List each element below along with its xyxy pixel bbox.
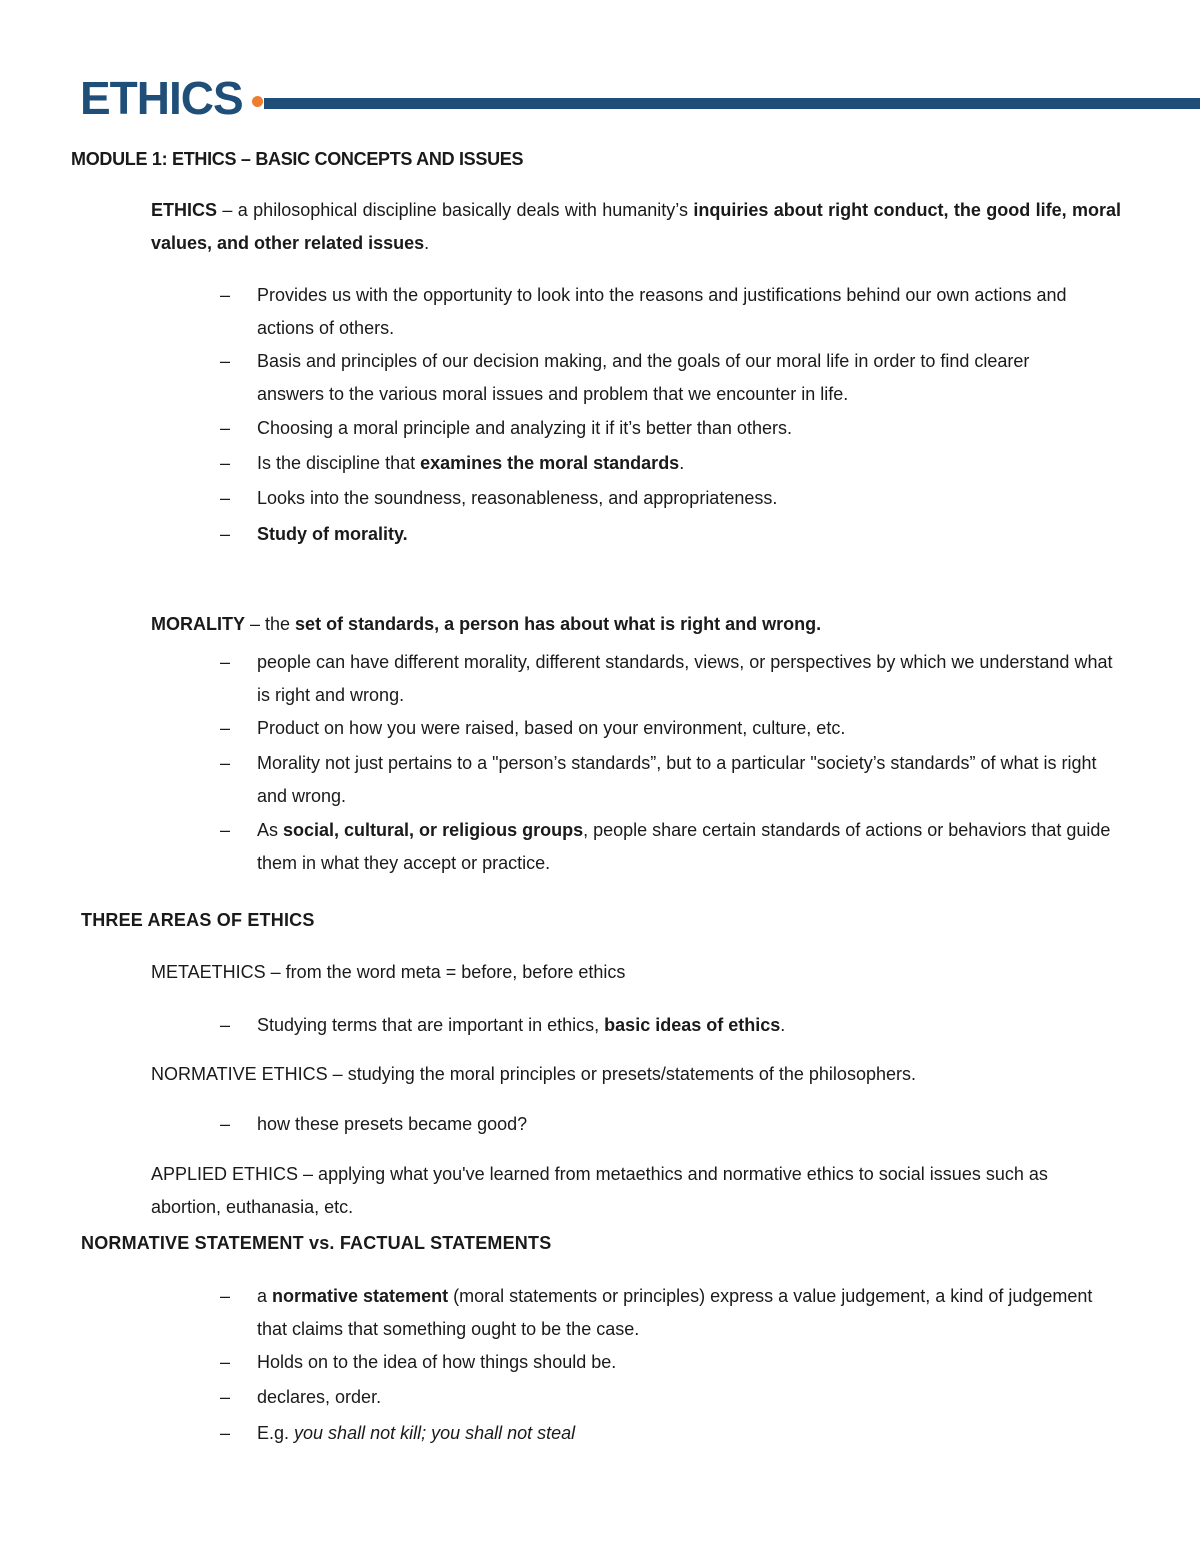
list-item: – people can have different morality, different standards, views, or perspectives by which we understand what is right and wrong. xyxy=(220,652,1113,705)
ethics-def-text: – a philosophical discipline basically deals with humanity’s xyxy=(217,200,694,220)
three-areas-heading: THREE AREAS OF ETHICS xyxy=(81,910,315,930)
metaethics-definition: METAETHICS – from the word meta = before, before ethics xyxy=(151,962,626,982)
list-item: – Is the discipline that examines the moral standards. xyxy=(220,453,685,473)
list-item: – Looks into the soundness, reasonableness, and appropriateness. xyxy=(220,488,778,508)
ethics-term: ETHICS xyxy=(151,200,218,220)
list-item: – As social, cultural, or religious groups, people share certain standards of actions or behaviors that guide them in what they accept or practice. xyxy=(220,820,1111,873)
module-title: MODULE 1: ETHICS – BASIC CONCEPTS AND ISSUES xyxy=(71,149,524,169)
list-item: – E.g. you shall not kill; you shall not steal xyxy=(220,1423,576,1443)
list-item: – Morality not just pertains to a "person’s standards”, but to a particular "society’s standards” of what is right and wrong. xyxy=(220,753,1097,806)
list-item-continuation: answers to the various moral issues and problem that we encounter in life. xyxy=(257,384,849,404)
list-item: – Basis and principles of our decision making, and the goals of our moral life in order to find clearer xyxy=(220,351,1030,371)
ethics-logo: ETHICS xyxy=(80,72,243,124)
logo-accent-dot xyxy=(252,96,263,107)
list-item: – declares, order. xyxy=(220,1387,382,1407)
document-header xyxy=(80,72,1200,122)
header-rule xyxy=(264,98,1200,109)
ethics-definition xyxy=(151,194,1121,260)
normative-vs-factual-heading: NORMATIVE STATEMENT vs. FACTUAL STATEMENTS xyxy=(81,1233,552,1253)
list-item: – Product on how you were raised, based on your environment, culture, etc. xyxy=(220,718,846,738)
list-item: – a normative statement (moral statements or principles) express a value judgement, a kind of judgement that claims that something ought to be the case. xyxy=(220,1286,1093,1339)
applied-ethics-definition: APPLIED ETHICS – applying what you've learned from metaethics and normative ethics to social issues such as abortion, euthanasia, etc. xyxy=(151,1164,1048,1217)
ethics-def-bold: inquiries about right conduct, the good life, moral values, and other related issues xyxy=(151,200,1121,253)
morality-definition: MORALITY – the set of standards, a person has about what is right and wrong. xyxy=(151,614,822,634)
list-item: – how these presets became good? xyxy=(220,1114,528,1134)
list-item: – Choosing a moral principle and analyzing it if it’s better than others. xyxy=(220,418,792,438)
list-item: – Study of morality. xyxy=(220,524,408,544)
list-item: – Holds on to the idea of how things should be. xyxy=(220,1352,617,1372)
list-item: – Provides us with the opportunity to look into the reasons and justifications behind our own actions and actions of others. xyxy=(220,285,1067,338)
morality-term: MORALITY xyxy=(151,614,245,634)
ethics-def-end: . xyxy=(424,233,430,253)
normative-ethics-definition: NORMATIVE ETHICS – studying the moral principles or presets/statements of the philosophers. xyxy=(151,1064,916,1084)
list-item: – Studying terms that are important in ethics, basic ideas of ethics. xyxy=(220,1015,786,1035)
